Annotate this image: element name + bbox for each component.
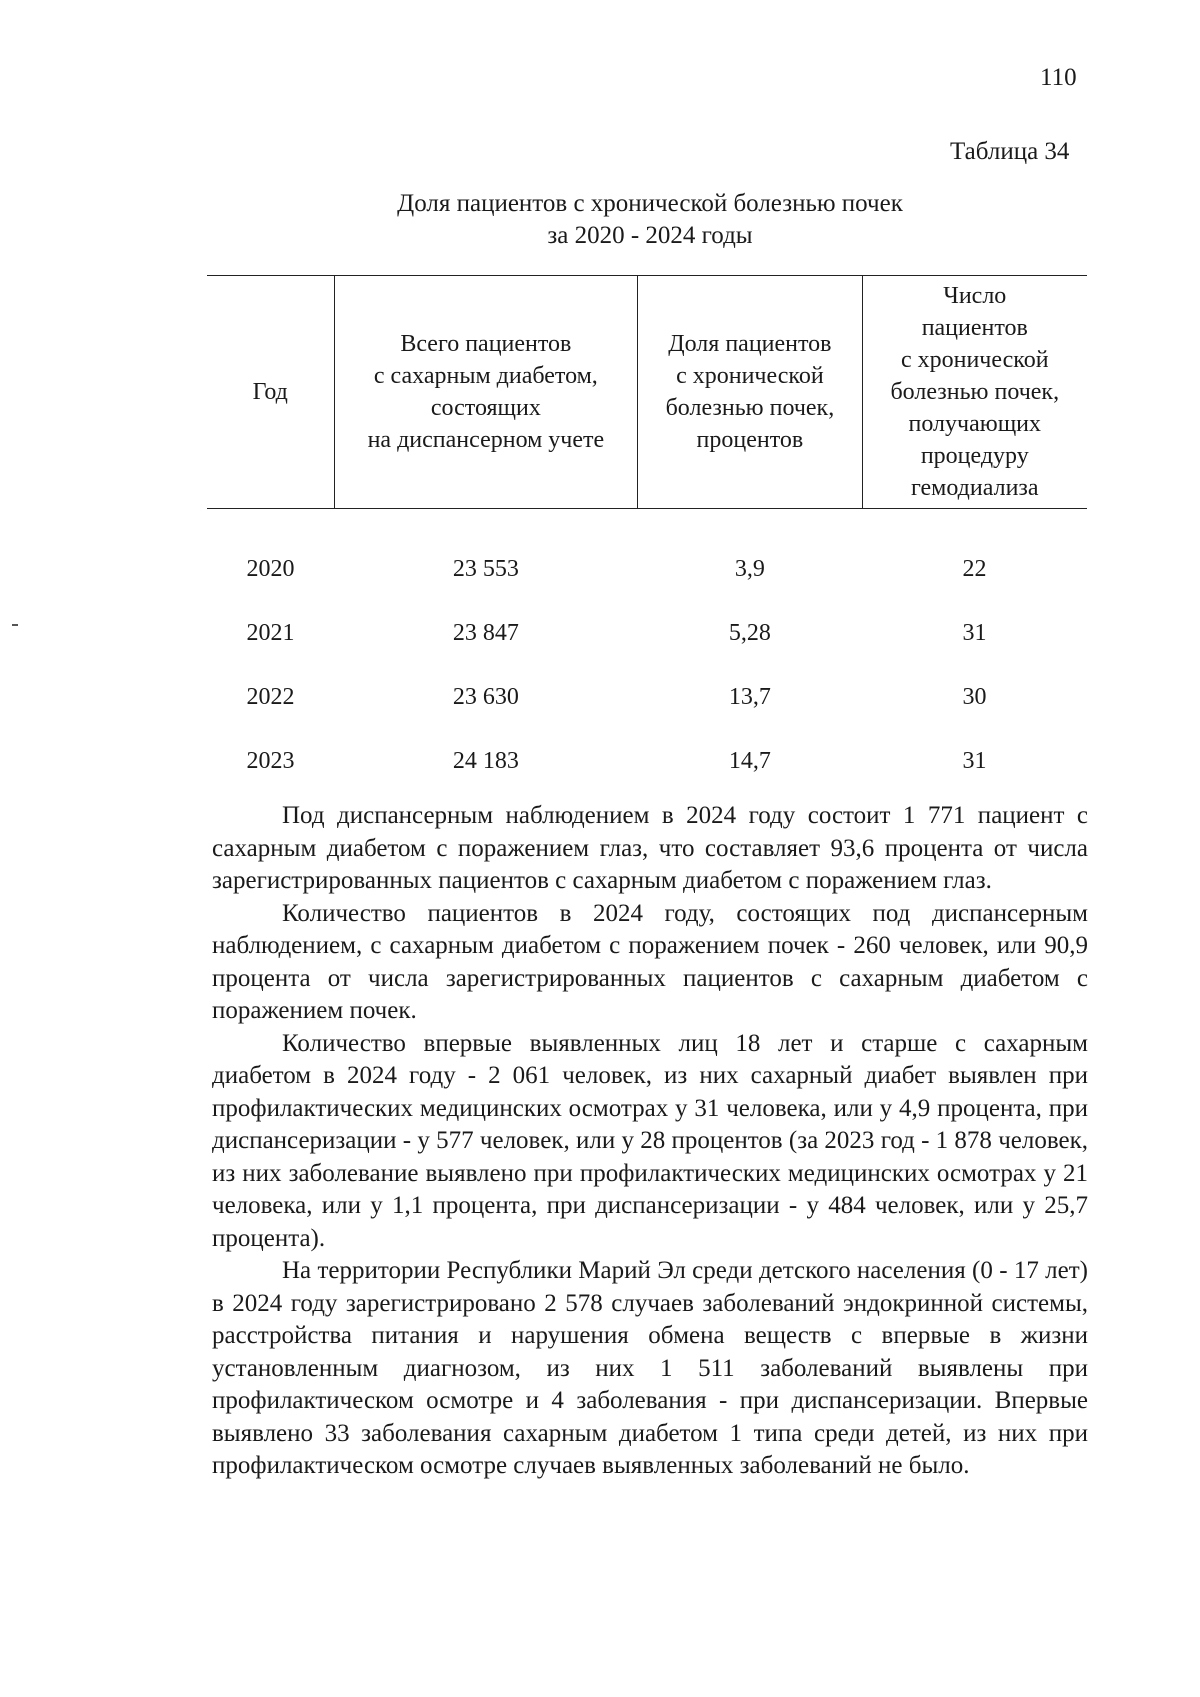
table-label: Таблица 34: [950, 138, 1070, 165]
header-dialysis-count: Число пациентов с хронической болезнью почек, получающих процедуру гемодиализа: [862, 276, 1087, 509]
cell-dialysis: 31: [962, 620, 987, 646]
header-ckd-share: Доля пациентов с хронической болезнью почек, процентов: [638, 276, 862, 509]
header-total-patients: Всего пациентов с сахарным диабетом, состоящих на диспансерном учете: [334, 276, 638, 509]
cell-share: 3,9: [734, 556, 765, 582]
cell-share: 5,28: [728, 620, 771, 646]
cell-dialysis: 30: [962, 684, 987, 710]
cell-total: 24 183: [452, 748, 519, 774]
table-header-row: [207, 276, 1087, 509]
paragraph-new-cases-adults: Количество впервые выявленных лиц 18 лет и старше с сахарным диабетом в 2024 году - 2 061 человек, из них сахарный диабет выявлен при профилактических медицинских осмотрах у 31 человека, или у 4,9 процента, при диспансеризации - у 577 человек, или у 28 процентов (за 2023 год - 1 878 человек, из них заболевание выявлено при профилактических медицинских осмотрах у 21 человека, или у 1,1 процента, при диспансеризации - у 484 человек, или у 25,7 процента).: [212, 1029, 1088, 1252]
cell-share: 14,7: [728, 748, 771, 774]
header-year: Год: [207, 276, 334, 509]
table-title: [210, 188, 1090, 252]
cell-year: 2021: [246, 620, 295, 646]
table-row: [207, 509, 1087, 602]
cell-share: 13,7: [728, 684, 771, 710]
cell-total: 23 630: [452, 684, 519, 710]
cell-total: 23 553: [452, 556, 519, 582]
body-text: [212, 800, 1088, 1483]
cell-dialysis: 22: [962, 556, 987, 582]
table-row: [207, 665, 1087, 729]
page-number: 110: [1040, 64, 1077, 91]
scan-edge-mark: [12, 624, 18, 626]
cell-year: 2023: [246, 748, 295, 774]
cell-total: 23 847: [452, 620, 519, 646]
ckd-patients-table: [207, 275, 1087, 793]
table-row: [207, 729, 1087, 793]
cell-year: 2020: [246, 556, 295, 582]
cell-dialysis: 31: [962, 748, 987, 774]
paragraph-kidney-lesions: Количество пациентов в 2024 году, состоящих под диспансерным наблюдением, с сахарным диабетом с поражением почек - 260 человек, или 90,9 процента от числа зарегистрированных пациентов с сахарным диабетом с поражением почек.: [212, 899, 1088, 1024]
table-title-line: Доля пациентов с хронической болезнью почек: [397, 190, 903, 217]
table-row: [207, 601, 1087, 665]
table-title-line: за 2020 - 2024 годы: [547, 222, 753, 249]
paragraph-eye-lesions: Под диспансерным наблюдением в 2024 году состоит 1 771 пациент с сахарным диабетом с поражением глаз, что составляет 93,6 процента от числа зарегистрированных пациентов с сахарным диабетом с поражением глаз.: [212, 802, 1088, 894]
cell-year: 2022: [246, 684, 295, 710]
paragraph-children: На территории Республики Марий Эл среди детского населения (0 - 17 лет) в 2024 году зарегистрировано 2 578 случаев заболеваний эндокринной системы, расстройства питания и нарушения обмена веществ с впервые в жизни установленным диагнозом, из них 1 511 заболеваний выявлены при профилактическом осмотре и 4 заболевания - при диспансеризации. Впервые выявлено 33 заболевания сахарным диабетом 1 типа среди детей, из них при профилактическом осмотре случаев выявленных заболеваний не было.: [212, 1257, 1088, 1479]
